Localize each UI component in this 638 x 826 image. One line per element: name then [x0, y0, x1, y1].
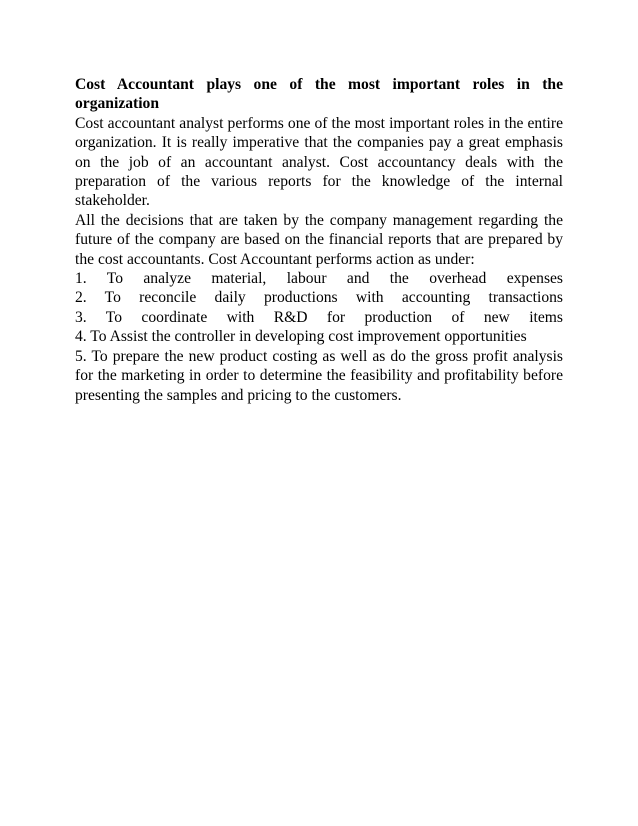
list-item-2: 2. To reconcile daily productions with accounting transactions [75, 289, 563, 307]
paragraph-intro: Cost accountant analyst performs one of the most important roles in the entire organization. It is really imperative that the companies pay a great emphasis on the job of an accountant analyst. Cost accountancy deals with the preparation of the various reports for the knowledge of the internal stakeholder. [75, 114, 563, 210]
list-item-4: 4. To Assist the controller in developing cost improvement opportunities [75, 328, 527, 346]
paragraph-decisions: All the decisions that are taken by the company management regarding the future of the company are based on the financial reports that are prepared by the cost accountants. Cost Accountant performs action as under: [75, 211, 563, 268]
list-item-5: 5. To prepare the new product costing as well as do the gross profit analysis for the marketing in order to determine the feasibility and profitability before presenting the samples and pricing to the customers. [75, 347, 563, 404]
document-page [75, 75, 563, 405]
document-heading: Cost Accountant plays one of the most important roles in the organization [75, 76, 563, 113]
list-item-1: 1. To analyze material, labour and the overhead expenses [75, 270, 563, 288]
list-item-3: 3. To coordinate with R&D for production of new items [75, 308, 563, 326]
